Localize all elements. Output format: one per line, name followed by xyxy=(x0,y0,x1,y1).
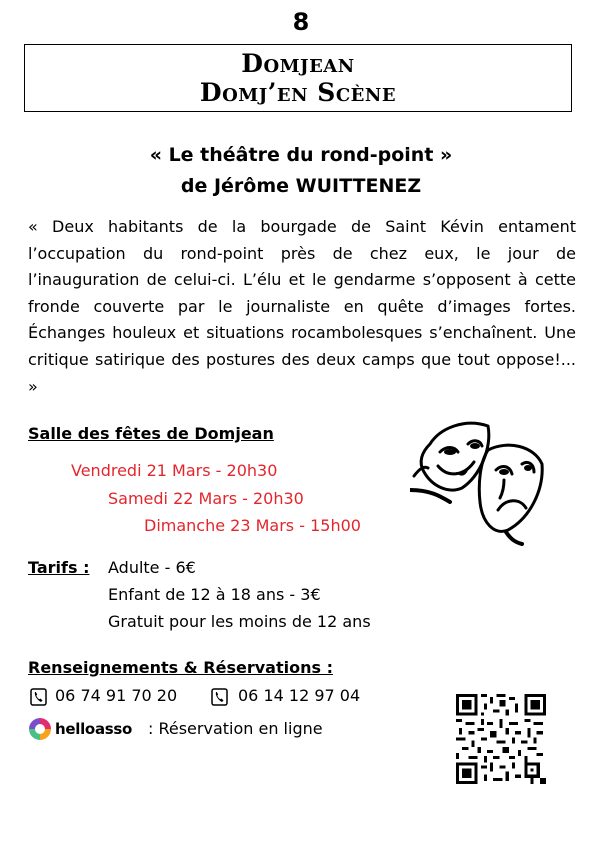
helloasso-link[interactable] xyxy=(28,717,132,741)
phone-number[interactable]: 06 14 12 97 04 xyxy=(238,686,361,705)
helloasso-brand: helloasso xyxy=(55,720,133,738)
price-item: Enfant de 12 à 18 ans - 3€ xyxy=(108,585,321,604)
theatre-masks-icon xyxy=(410,406,548,546)
page-number: 8 xyxy=(292,8,310,36)
play-description: « Deux habitants de la bourgade de Saint Kévin entament l’occupation du rond-point près de chez eux, le jour de l’inauguration de celui-ci. L’élu et le gendarme s’opposent à cette fronde couverte par le journaliste en quête d’images fortes. Échanges houleux et situations rocambolesques s’enchaînent. Une critique satirique des postures des deux camps que tout oppose!... » xyxy=(28,217,576,396)
price-item: Gratuit pour les moins de 12 ans xyxy=(108,612,371,631)
title-line-2: Domj’en Scène xyxy=(199,78,397,107)
qr-code-icon[interactable] xyxy=(456,694,546,784)
play-title: « Le théâtre du rond-point » xyxy=(149,144,453,166)
play-author: de Jérôme WUITTENEZ xyxy=(180,175,422,197)
date-item: Vendredi 21 Mars - 20h30 xyxy=(71,461,278,480)
helloasso-logo-icon xyxy=(28,717,52,741)
date-item: Dimanche 23 Mars - 15h00 xyxy=(144,516,361,535)
title-line-1: Domjean xyxy=(241,49,355,78)
price-item: Adulte - 6€ xyxy=(108,558,196,577)
date-item: Samedi 22 Mars - 20h30 xyxy=(108,489,304,508)
phone-number[interactable]: 06 74 91 70 20 xyxy=(55,686,178,705)
online-reservation-text: : Réservation en ligne xyxy=(148,719,323,738)
phone-icon xyxy=(30,688,47,706)
reservations-label: Renseignements & Réservations : xyxy=(28,658,333,677)
venue: Salle des fêtes de Domjean xyxy=(28,424,274,443)
pricing-label: Tarifs : xyxy=(28,558,90,577)
phone-icon xyxy=(211,688,228,706)
title-box xyxy=(24,44,572,112)
